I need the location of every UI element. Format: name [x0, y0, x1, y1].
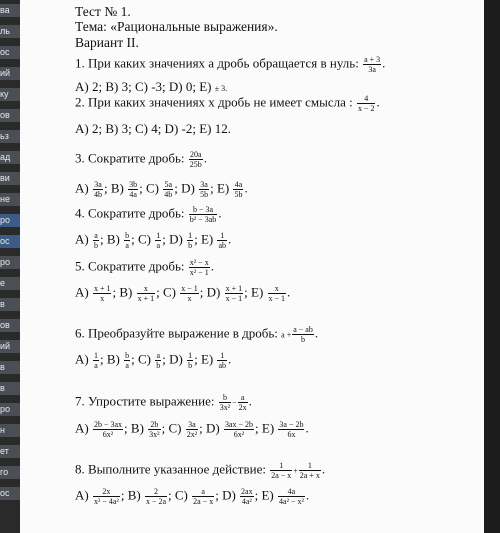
- question-6-text: 6. Преобразуйте выражение в дробь:: [75, 325, 278, 341]
- question-3-text: 3. Сократите дробь:: [75, 150, 185, 166]
- sidebar-item[interactable]: ий: [0, 340, 20, 353]
- question-2-text: 2. При каких значениях x дробь не имеет смысла :: [75, 94, 353, 110]
- test-variant: Вариант II.: [75, 35, 139, 50]
- sidebar-item[interactable]: ви: [0, 172, 20, 185]
- question-2: 2. При каких значениях x дробь не имеет смысла : $\frac{4}{x - 2}$ .: [75, 94, 380, 113]
- question-1-text: 1. При каких значениях a дробь обращается в нуль:: [75, 55, 359, 71]
- question-4-answers: А) $\frac{a}{b}$ ; В) $\frac{b}{a}$ ; С) $\frac{1}{a}$ ; D) $\frac{1}{b}$ ; Е) $\frac{1}{ab}$ .: [75, 231, 232, 250]
- sidebar-item[interactable]: го: [0, 466, 20, 479]
- question-6: 6. Преобразуйте выражение в дробь: a + $\frac{a - ab}{b}$ .: [75, 325, 319, 344]
- sidebar-item[interactable]: в: [0, 382, 20, 395]
- question-2-fraction: $\frac{4}{x - 2}$: [357, 94, 375, 113]
- question-4: 4. Сократите дробь: $\frac{b - 3a}{\text{b² − 3ab}}$ .: [75, 205, 222, 224]
- question-6-fraction: $\frac{a - ab}{b}$: [293, 325, 313, 344]
- sidebar-item[interactable]: н: [0, 424, 20, 437]
- sidebar-item[interactable]: ро: [0, 403, 20, 416]
- sidebar-item[interactable]: не: [0, 193, 20, 206]
- sidebar-item[interactable]: ов: [0, 319, 20, 332]
- sidebar-item[interactable]: ос: [0, 487, 20, 500]
- sidebar-item[interactable]: ьз: [0, 130, 20, 143]
- sidebar-item[interactable]: ль: [0, 25, 20, 38]
- background-sidebar: [0, 0, 20, 533]
- question-5-text: 5. Сократите дробь:: [75, 258, 185, 274]
- test-document: [20, 0, 484, 533]
- sidebar-item[interactable]: ку: [0, 88, 20, 101]
- question-7: 7. Упростите выражение: $\frac{b}{\text{3x²}}$ − $\frac{a}{2x}$ .: [75, 393, 252, 412]
- answer-e-value: ± 3.: [214, 84, 228, 93]
- question-8: 8. Выполните указанное действие: $\frac{1}{2a - x}$ + $\frac{1}{2a + x}$ .: [75, 461, 326, 480]
- question-3-fraction: $\frac{20a}{25b}$: [189, 150, 202, 169]
- question-3: 3. Сократите дробь: $\frac{20a}{25b}$ .: [75, 150, 208, 169]
- question-1-fraction: $\frac{a + 3}{3a}$: [364, 55, 381, 74]
- test-title: Тест № 1.: [75, 4, 131, 19]
- question-4-text: 4. Сократите дробь:: [75, 205, 185, 221]
- sidebar-item[interactable]: ов: [0, 109, 20, 122]
- question-5-fraction: $\frac{\text{x² − x}}{\text{x² − 1}}$: [189, 258, 209, 277]
- right-dark-margin: [484, 0, 500, 533]
- test-theme: Тема: «Рациональные выражения».: [75, 19, 278, 34]
- question-7-text: 7. Упростите выражение:: [75, 393, 215, 409]
- question-5-answers: А) $\frac{x + 1}{x}$ ; В) $\frac{x}{x + 1}$ ; С) $\frac{x - 1}{x}$ ; D) $\frac{x + 1}{x - 1}$ ; Е) $\frac{x}{x - 1}$ .: [75, 284, 291, 303]
- sidebar-item[interactable]: ет: [0, 445, 20, 458]
- sidebar-item[interactable]: е: [0, 277, 20, 290]
- question-4-fraction: $\frac{b - 3a}{\text{b² − 3ab}}$: [189, 205, 217, 224]
- sidebar-item[interactable]: в: [0, 298, 20, 311]
- question-8-answers: А) $\frac{2x}{\text{x² − 4a²}}$ ; В) $\frac{2}{x - 2a}$ ; С) $\frac{a}{2a - x}$ ; D) $\frac{2ax}{\text{4a²}}$ ; Е) $\frac{4a}{\text{4a² − x²}}$ .: [75, 487, 310, 506]
- question-1: 1. При каких значениях a дробь обращается в нуль: $\frac{a + 3}{3a}$ .: [75, 55, 386, 74]
- question-3-answers: А) $\frac{3a}{4b}$ ; В) $\frac{3b}{4a}$ ; С) $\frac{5a}{4b}$ ; D) $\frac{3a}{5b}$ ; Е) $\frac{4a}{5b}$ .: [75, 180, 248, 199]
- question-8-text: 8. Выполните указанное действие:: [75, 461, 266, 477]
- question-6-answers: А) $\frac{1}{a}$ ; В) $\frac{b}{a}$ ; С) $\frac{a}{b}$ ; D) $\frac{1}{b}$ ; Е) $\frac{1}{ab}$ .: [75, 351, 232, 370]
- sidebar-item[interactable]: ос: [0, 46, 20, 59]
- question-5: 5. Сократите дробь: $\frac{\text{x² − x}}{\text{x² − 1}}$ .: [75, 258, 214, 277]
- sidebar-item[interactable]: ва: [0, 4, 20, 17]
- sidebar-item[interactable]: ий: [0, 67, 20, 80]
- question-1-answers: А) 2; В) 3; С) -3; D) 0; Е) ± 3.: [75, 79, 228, 94]
- sidebar-item[interactable]: ос: [0, 235, 20, 248]
- sidebar-item[interactable]: ро: [0, 256, 20, 269]
- sidebar-item[interactable]: ад: [0, 151, 20, 164]
- question-7-answers: А) $\frac{2b - 3ax}{\text{6x²}}$ ; В) $\frac{2b}{\text{3x²}}$ ; С) $\frac{3a}{\text{2x²}}$ ; D) $\frac{3ax - 2b}{\text{6x²}}$ ; Е) $\frac{3a - 2b}{6x}$ .: [75, 420, 309, 439]
- sidebar-item[interactable]: в: [0, 361, 20, 374]
- sidebar-item[interactable]: ро: [0, 214, 20, 227]
- question-2-answers: А) 2; В) 3; С) 4; D) -2; Е) 12.: [75, 121, 231, 136]
